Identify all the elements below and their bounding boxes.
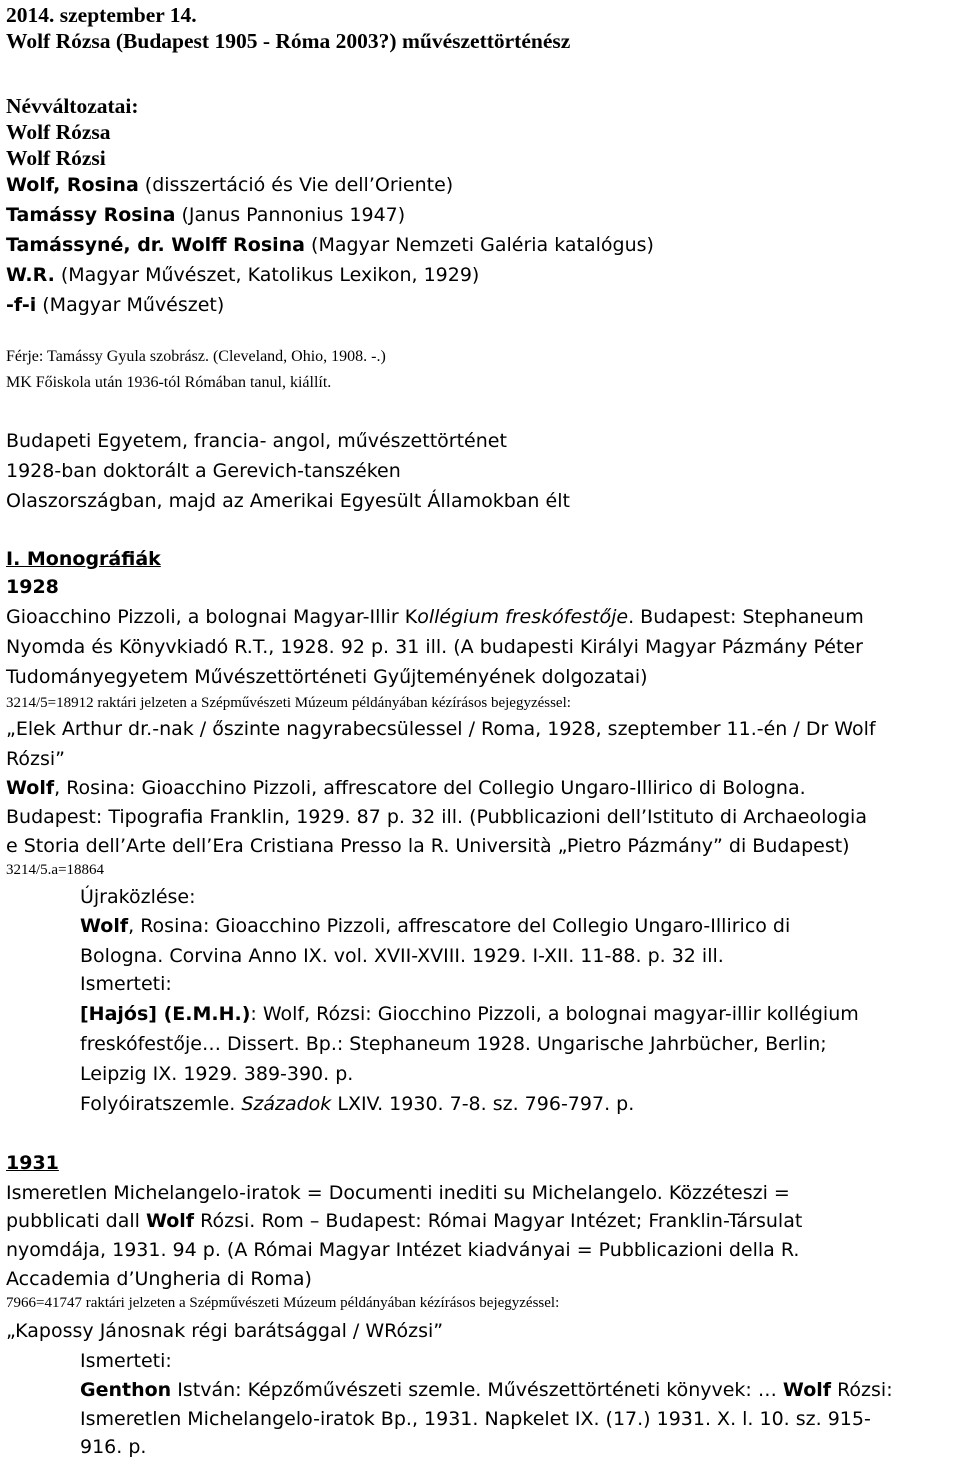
section-heading: I. Monográfiák <box>6 548 161 570</box>
document-date: 2014. szeptember 14. <box>6 3 197 27</box>
husband-note: Férje: Tamássy Gyula szobrász. (Cleveland, Ohio, 1908. -.) <box>6 348 386 365</box>
reviewed-label: Ismerteti: <box>80 973 172 995</box>
entry-line: Wolf, Rosina: Gioacchino Pizzoli, affrescatore del Collegio Ungaro-Illirico di Bologna. <box>6 777 806 799</box>
name-variants-heading: Névváltozatai: <box>6 94 139 118</box>
name-variant: Tamássy Rosina (Janus Pannonius 1947) <box>6 204 406 226</box>
document-subject: Wolf Rózsa (Budapest 1905 - Róma 2003?) művészettörténész <box>6 29 571 53</box>
name-variant: Wolf Rózsa <box>6 120 111 144</box>
entry-line: Bologna. Corvina Anno IX. vol. XVII-XVIII. 1929. I-XII. 11-88. p. 32 ill. <box>80 945 724 967</box>
entry-line: Nyomda és Könyvkiadó R.T., 1928. 92 p. 31 ill. (A budapesti Királyi Magyar Pázmány Péter <box>6 636 863 658</box>
entry-line: Wolf, Rosina: Gioacchino Pizzoli, affrescatore del Collegio Ungaro-Illirico di <box>80 915 791 937</box>
dedication-line: „Kapossy Jánosnak régi barátsággal / WRózsi” <box>6 1320 444 1342</box>
holding-note: 7966=41747 raktári jelzeten a Szépművészeti Múzeum példányában kézírásos bejegyzéssel: <box>6 1295 560 1311</box>
name-variant: Wolf Rózsi <box>6 146 106 170</box>
review-line: [Hajós] (E.M.H.): Wolf, Rózsi: Giocchino Pizzoli, a bolognai magyar-illir kollégium <box>80 1003 859 1025</box>
holding-note: 3214/5=18912 raktári jelzeten a Szépművészeti Múzeum példányában kézírásos bejegyzéssel: <box>6 695 571 711</box>
name-variant: -f-i (Magyar Művészet) <box>6 294 225 316</box>
entry-line: Tudományegyetem Művészettörténeti Gyűjteményének dolgozatai) <box>6 666 648 688</box>
year-heading: 1931 <box>6 1152 59 1174</box>
entry-line: Budapest: Tipografia Franklin, 1929. 87 p. 32 ill. (Pubblicazioni dell’Istituto di Archaeologia <box>6 806 867 828</box>
review-line: Leipzig IX. 1929. 389-390. p. <box>80 1063 354 1085</box>
name-variant: Wolf, Rosina (disszertáció és Vie dell’Oriente) <box>6 174 454 196</box>
review-line: Ismeretlen Michelangelo-iratok Bp., 1931. Napkelet IX. (17.) 1931. X. l. 10. sz. 915- <box>80 1408 871 1430</box>
year-heading: 1928 <box>6 576 59 598</box>
residence-note: Olaszországban, majd az Amerikai Egyesült Államokban élt <box>6 490 570 512</box>
dedication-line: Rózsi” <box>6 748 65 770</box>
reviewed-label: Ismerteti: <box>80 1350 172 1372</box>
name-variant: Tamássyné, dr. Wolff Rosina (Magyar Nemzeti Galéria katalógus) <box>6 234 654 256</box>
review-line: Genthon István: Képzőművészeti szemle. Művészettörténeti könyvek: … Wolf Rózsi: <box>80 1379 893 1401</box>
doctorate-note: 1928-ban doktorált a Gerevich-tanszéken <box>6 460 401 482</box>
reprint-label: Újraközlése: <box>80 886 196 908</box>
name-variant: W.R. (Magyar Művészet, Katolikus Lexikon, 1929) <box>6 264 480 286</box>
entry-line: Accademia d’Ungheria di Roma) <box>6 1268 312 1290</box>
review-line: Folyóiratszemle. Századok LXIV. 1930. 7-8. sz. 796-797. p. <box>80 1093 635 1115</box>
studies-note: MK Főiskola után 1936-tól Rómában tanul, kiállít. <box>6 374 332 391</box>
review-line: 916. p. <box>80 1436 147 1458</box>
dedication-line: „Elek Arthur dr.-nak / őszinte nagyrabecsülessel / Roma, 1928, szeptember 11.-én / Dr Wolf <box>6 718 876 740</box>
entry-line: e Storia dell’Arte dell’Era Cristiana Presso la R. Università „Pietro Pázmány” di Budapest) <box>6 835 850 857</box>
entry-line: Ismeretlen Michelangelo-iratok = Documenti inediti su Michelangelo. Közzéteszi = <box>6 1182 790 1204</box>
entry-line: nyomdája, 1931. 94 p. (A Római Magyar Intézet kiadványai = Pubblicazioni della R. <box>6 1239 800 1261</box>
entry-line: pubblicati dall Wolf Rózsi. Rom – Budapest: Római Magyar Intézet; Franklin-Társulat <box>6 1210 803 1232</box>
holding-note: 3214/5.a=18864 <box>6 862 105 878</box>
university-note: Budapeti Egyetem, francia- angol, művészettörténet <box>6 430 507 452</box>
entry-line: Gioacchino Pizzoli, a bolognai Magyar-Illir Kollégium freskófestője. Budapest: Stephaneum <box>6 606 864 628</box>
review-line: freskófestője… Dissert. Bp.: Stephaneum 1928. Ungarische Jahrbücher, Berlin; <box>80 1033 827 1055</box>
